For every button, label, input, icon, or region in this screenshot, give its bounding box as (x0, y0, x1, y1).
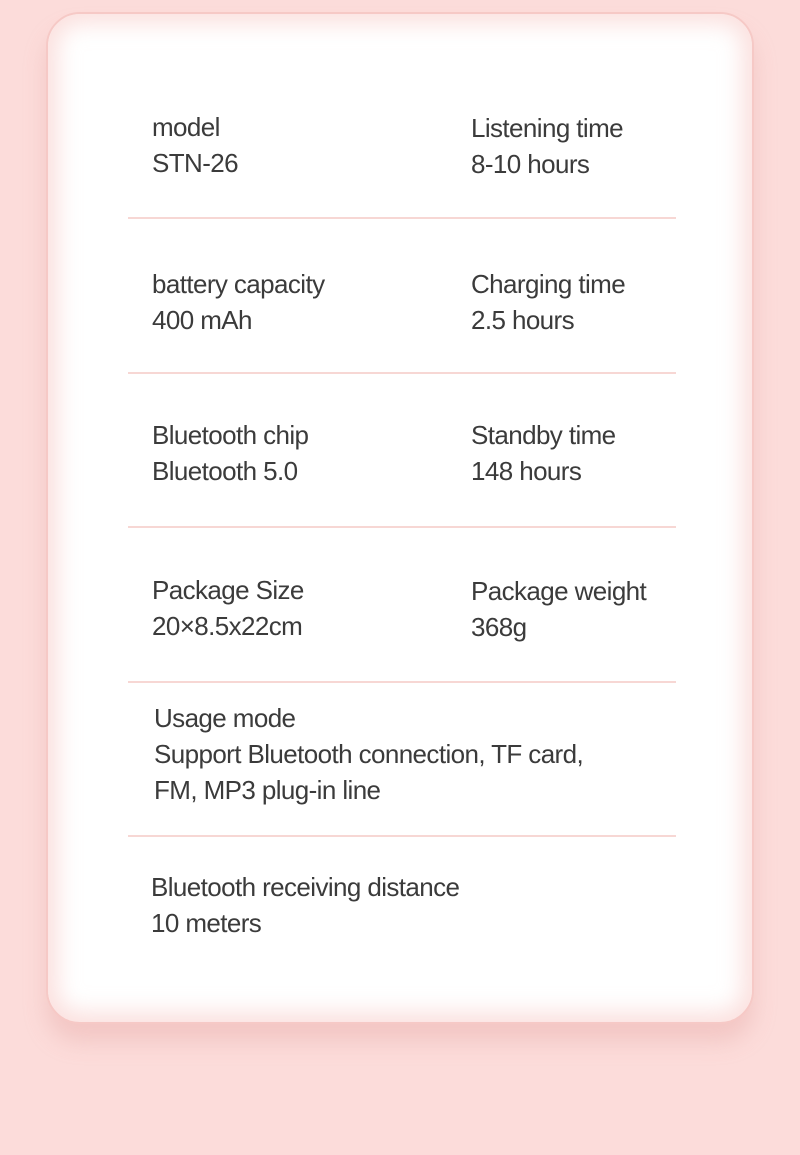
spec-value: 400 mAh (152, 305, 252, 335)
spec-value: 10 meters (151, 908, 262, 938)
spec-value: 20×8.5x22cm (152, 611, 303, 641)
spec-model (152, 109, 238, 181)
spec-value: Bluetooth 5.0 (152, 456, 298, 486)
spec-label: Usage mode (154, 703, 296, 733)
spec-charging-time (471, 266, 625, 338)
spec-receiving-distance (151, 869, 459, 941)
spec-value: 8-10 hours (471, 149, 590, 179)
spec-value: 2.5 hours (471, 305, 575, 335)
spec-package-size (152, 572, 304, 644)
spec-bluetooth-chip (152, 417, 308, 489)
spec-package-weight (471, 573, 646, 645)
spec-label: Charging time (471, 269, 626, 299)
spec-label: model (152, 112, 220, 142)
spec-value: Support Bluetooth connection, TF card, (154, 739, 584, 769)
spec-listening-time (471, 110, 623, 182)
spec-label: Standby time (471, 420, 616, 450)
divider (128, 526, 676, 528)
spec-value: STN-26 (152, 148, 238, 178)
spec-label: Bluetooth receiving distance (151, 872, 460, 902)
spec-label: Package weight (471, 576, 647, 606)
spec-label: Bluetooth chip (152, 420, 309, 450)
divider (128, 372, 676, 374)
spec-battery-capacity (152, 266, 325, 338)
spec-standby-time (471, 417, 616, 489)
divider (128, 681, 676, 683)
spec-label: Listening time (471, 113, 624, 143)
divider (128, 217, 676, 219)
spec-label: Package Size (152, 575, 304, 605)
spec-value: 148 hours (471, 456, 582, 486)
divider (128, 835, 676, 837)
spec-value: FM, MP3 plug-in line (154, 775, 381, 805)
spec-usage-mode (154, 700, 654, 808)
spec-value: 368g (471, 612, 527, 642)
spec-label: battery capacity (152, 269, 325, 299)
